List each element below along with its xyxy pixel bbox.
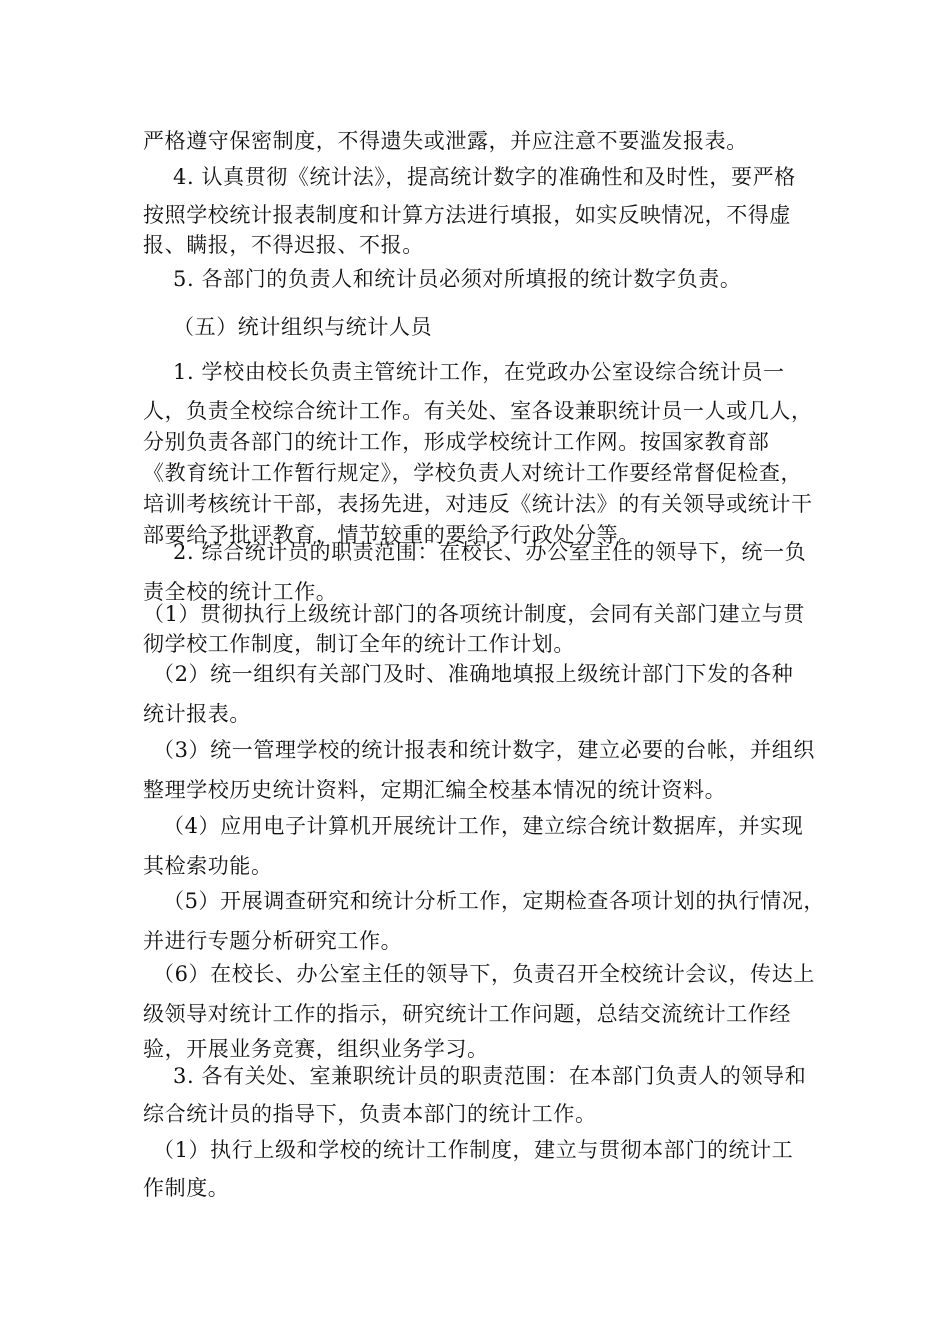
duty-item-4 [143, 806, 804, 886]
text-line: 其检索功能。 [143, 854, 273, 878]
text-line: 责全校的统计工作。 [143, 580, 338, 604]
text-line: （1）执行上级和学校的统计工作制度，建立与贯彻本部门的统计工 [153, 1138, 794, 1162]
text-line: 3. 各有关处、室兼职统计员的职责范围：在本部门负责人的领导和 [173, 1064, 807, 1088]
paragraph-confidentiality-tail [143, 122, 748, 160]
duty-item-1 [143, 599, 805, 659]
text-line: 分别负责各部门的统计工作，形成学校统计工作网。按国家教育部 [143, 430, 770, 454]
text-line: 统计报表。 [143, 702, 251, 726]
text-line: 4. 认真贯彻《统计法》，提高统计数字的准确性和及时性，要严格 [173, 165, 796, 189]
text-line: 级领导对统计工作的指示，研究统计工作问题，总结交流统计工作经 [143, 1002, 791, 1026]
text-line: 报、瞒报，不得迟报、不报。 [143, 233, 424, 257]
paragraph-item-5 [173, 260, 742, 298]
text-line: 人，负责全校综合统计工作。有关处、室各设兼职统计员一人或几人， [143, 399, 813, 423]
paragraph-organization-item-3 [143, 1057, 806, 1133]
text-line: （6）在校长、办公室主任的领导下，负责召开全校统计会议，传达上 [153, 962, 815, 986]
text-line: 部要给予批评教育，情节较重的要给予行政处分等。 [143, 523, 640, 547]
text-line: （1）贯彻执行上级统计部门的各项统计制度，会同有关部门建立与贯 [143, 602, 805, 626]
text-line: 整理学校历史统计资料，定期汇编全校基本情况的统计资料。 [143, 778, 727, 802]
text-line: （3）统一管理学校的统计报表和统计数字，建立必要的台帐，并组织 [153, 738, 815, 762]
duty-item-6 [143, 957, 815, 1067]
text-line: （五）统计组织与统计人员 [173, 315, 433, 339]
text-line: （2）统一组织有关部门及时、准确地填报上级统计部门下发的各种 [153, 662, 794, 686]
duty-item-2 [143, 654, 794, 734]
duty-item-3 [143, 730, 815, 810]
text-line: 并进行专题分析研究工作。 [143, 929, 403, 953]
text-line: 1. 学校由校长负责主管统计工作，在党政办公室设综合统计员一 [173, 360, 785, 384]
text-line: 综合统计员的指导下，负责本部门的统计工作。 [143, 1102, 597, 1126]
text-line: 彻学校工作制度，制订全年的统计工作计划。 [143, 632, 575, 656]
text-line: 培训考核统计干部，表扬先进，对违反《统计法》的有关领导或统计干 [143, 492, 813, 516]
paragraph-organization-item-1 [143, 357, 813, 551]
text-line: 验，开展业务竞赛，组织业务学习。 [143, 1037, 489, 1061]
text-line: 5. 各部门的负责人和统计员必须对所填报的统计数字负责。 [173, 267, 742, 291]
text-line: 作制度。 [143, 1176, 230, 1200]
paragraph-item-4 [143, 158, 796, 264]
text-line: 2. 综合统计员的职责范围：在校长、办公室主任的领导下，统一负 [173, 540, 807, 564]
text-line: 按照学校统计报表制度和计算方法进行填报，如实反映情况，不得虚 [143, 203, 791, 227]
text-line: 严格遵守保密制度，不得遗失或泄露，并应注意不要滥发报表。 [143, 129, 748, 153]
text-line: （5）开展调查研究和统计分析工作，定期检查各项计划的执行情况， [163, 889, 825, 913]
section-heading-5 [173, 308, 432, 346]
text-line: 《教育统计工作暂行规定》，学校负责人对统计工作要经常督促检查， [143, 461, 803, 485]
part-time-duty-item-1 [143, 1131, 794, 1207]
text-line: （4）应用电子计算机开展统计工作，建立综合统计数据库，并实现 [163, 814, 804, 838]
duty-item-5 [143, 881, 825, 961]
